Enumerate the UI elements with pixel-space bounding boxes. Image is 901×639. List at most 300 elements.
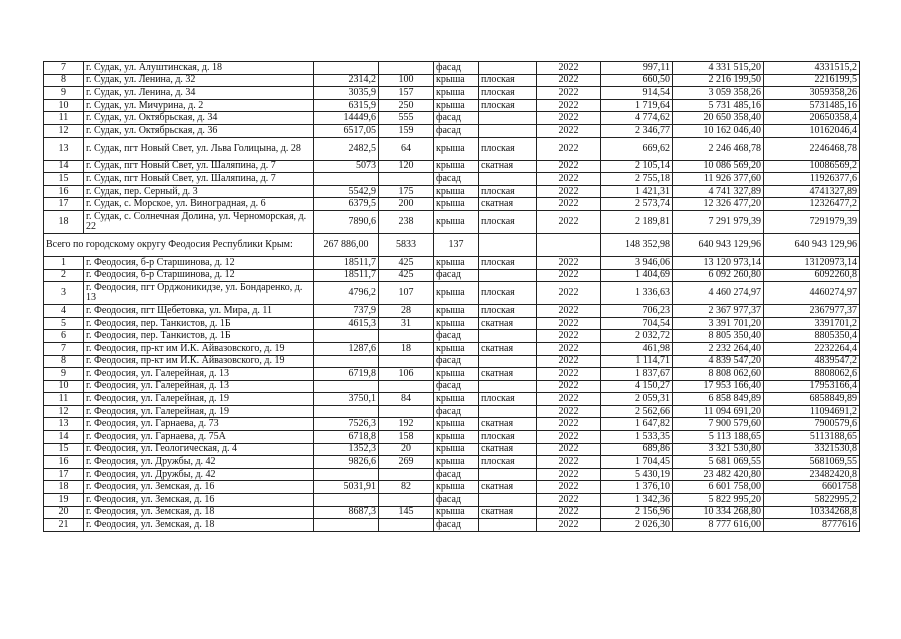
cost-plain-cell: 3321530,8 (764, 443, 860, 456)
total-area-cell: 6379,5 (314, 198, 379, 211)
address-cell: г. Судак, ул. Ленина, д. 34 (84, 87, 314, 100)
year-cell: 2022 (537, 468, 601, 481)
year-cell: 2022 (537, 506, 601, 519)
cost-cell: 2 232 264,40 (673, 342, 764, 355)
work-type-cell: фасад (434, 468, 479, 481)
cost-cell: 10 162 046,40 (673, 124, 764, 137)
cost-plain-cell: 4331515,2 (764, 62, 860, 75)
unit-cost-cell: 1 342,36 (601, 494, 673, 507)
address-cell: г. Феодосия, ул. Дружбы, д. 42 (84, 456, 314, 469)
row-number-cell: 6 (44, 330, 84, 343)
cost-cell: 8 777 616,00 (673, 519, 764, 532)
total-area-cell: 1287,6 (314, 342, 379, 355)
address-cell: г. Судак, ул. Алуштинская, д. 18 (84, 62, 314, 75)
table-row (44, 456, 860, 469)
year-cell: 2022 (537, 112, 601, 125)
cost-plain-cell: 10086569,2 (764, 160, 860, 173)
address-cell: г. Судак, ул. Октябрьская, д. 36 (84, 124, 314, 137)
work-type-cell: крыша (434, 185, 479, 198)
residents-count-cell: 269 (379, 456, 434, 469)
total-area-cell (314, 494, 379, 507)
work-type-cell: крыша (434, 418, 479, 431)
work-type-cell: фасад (434, 173, 479, 186)
document-page (43, 61, 860, 532)
cost-plain-cell: 12326477,2 (764, 198, 860, 211)
cost-plain-cell: 2246468,78 (764, 137, 860, 160)
total-area-cell: 8687,3 (314, 506, 379, 519)
unit-cost-cell: 1 336,63 (601, 282, 673, 305)
row-number-cell: 11 (44, 393, 84, 406)
work-type-cell: фасад (434, 380, 479, 393)
address-cell: г. Феодосия, ул. Гарнаева, д. 73 (84, 418, 314, 431)
residents-count-cell (379, 405, 434, 418)
table-row (44, 380, 860, 393)
year-cell: 2022 (537, 368, 601, 381)
row-number-cell: 18 (44, 210, 84, 233)
roof-type-cell (479, 62, 537, 75)
roof-type-cell: плоская (479, 456, 537, 469)
total-area-cell (314, 330, 379, 343)
row-number-cell: 17 (44, 198, 84, 211)
row-number-cell: 14 (44, 160, 84, 173)
row-number-cell: 16 (44, 456, 84, 469)
unit-cost-cell: 1 837,67 (601, 368, 673, 381)
year-cell: 2022 (537, 137, 601, 160)
residents-count-cell: 555 (379, 112, 434, 125)
address-cell: г. Феодосия, пер. Танкистов, д. 1Б (84, 317, 314, 330)
cost-plain-cell: 8777616 (764, 519, 860, 532)
table-row (44, 355, 860, 368)
year-cell: 2022 (537, 74, 601, 87)
roof-type-cell: скатная (479, 418, 537, 431)
cost-cell: 4 331 515,20 (673, 62, 764, 75)
residents-count-cell: 145 (379, 506, 434, 519)
table-row (44, 368, 860, 381)
work-type-cell: крыша (434, 393, 479, 406)
work-type-cell: крыша (434, 431, 479, 444)
cost-plain-cell: 7291979,39 (764, 210, 860, 233)
address-cell: г. Феодосия, пр-кт им И.К. Айвазовского, д. 19 (84, 355, 314, 368)
cost-cell: 2 216 199,50 (673, 74, 764, 87)
total-area-cell: 18511,7 (314, 269, 379, 282)
work-type-cell: крыша (434, 342, 479, 355)
roof-type-cell: плоская (479, 393, 537, 406)
roof-type-cell: плоская (479, 74, 537, 87)
row-number-cell: 4 (44, 305, 84, 318)
cost-plain-cell: 6601758 (764, 481, 860, 494)
total-row (44, 233, 860, 256)
cost-plain-cell: 5731485,16 (764, 99, 860, 112)
roof-type-cell (479, 173, 537, 186)
cost-plain-cell: 8808062,6 (764, 368, 860, 381)
roof-type-cell: скатная (479, 342, 537, 355)
year-cell: 2022 (537, 342, 601, 355)
address-cell: г. Судак, ул. Мичурина, д. 2 (84, 99, 314, 112)
cost-cell: 3 321 530,80 (673, 443, 764, 456)
roof-type-cell (479, 330, 537, 343)
row-number-cell: 9 (44, 87, 84, 100)
total-area-cell (314, 380, 379, 393)
residents-count-cell: 175 (379, 185, 434, 198)
cost-cell: 5 113 188,65 (673, 431, 764, 444)
year-cell: 2022 (537, 62, 601, 75)
work-type-cell: фасад (434, 405, 479, 418)
table-row (44, 173, 860, 186)
address-cell: г. Судак, с. Солнечная Долина, ул. Черноморская, д. 22 (84, 210, 314, 233)
cost-plain-cell: 8805350,4 (764, 330, 860, 343)
table-row (44, 305, 860, 318)
total-area-cell: 18511,7 (314, 256, 379, 269)
work-type-cell: крыша (434, 305, 479, 318)
roof-type-cell: плоская (479, 256, 537, 269)
cost-cell: 23 482 420,80 (673, 468, 764, 481)
unit-cost-cell: 1 647,82 (601, 418, 673, 431)
address-cell: г. Судак, ул. Октябрьская, д. 34 (84, 112, 314, 125)
cost-cell: 6 601 758,00 (673, 481, 764, 494)
address-cell: г. Феодосия, ул. Галерейная, д. 19 (84, 405, 314, 418)
residents-count-cell: 250 (379, 99, 434, 112)
table-row (44, 418, 860, 431)
address-cell: г. Феодосия, ул. Гарнаева, д. 75А (84, 431, 314, 444)
unit-cost-cell: 706,23 (601, 305, 673, 318)
roof-type-cell: скатная (479, 481, 537, 494)
roof-type-cell (479, 468, 537, 481)
table-row (44, 443, 860, 456)
address-cell: г. Феодосия, ул. Галерейная, д. 13 (84, 368, 314, 381)
total-area-cell: 5031,91 (314, 481, 379, 494)
row-number-cell: 9 (44, 368, 84, 381)
total-area-cell: 2314,2 (314, 74, 379, 87)
work-type-cell: крыша (434, 74, 479, 87)
year-cell: 2022 (537, 160, 601, 173)
row-number-cell: 20 (44, 506, 84, 519)
total-area-cell: 2482,5 (314, 137, 379, 160)
cost-cell: 7 291 979,39 (673, 210, 764, 233)
row-number-cell: 12 (44, 405, 84, 418)
total-area-cell: 7526,3 (314, 418, 379, 431)
roof-type-cell: скатная (479, 443, 537, 456)
year-cell: 2022 (537, 380, 601, 393)
total-area-cell: 737,9 (314, 305, 379, 318)
cost-cell: 12 326 477,20 (673, 198, 764, 211)
roof-type-cell: плоская (479, 305, 537, 318)
cost-plain-cell: 7900579,6 (764, 418, 860, 431)
residents-count-cell: 200 (379, 198, 434, 211)
table-row (44, 74, 860, 87)
roof-type-cell: плоская (479, 137, 537, 160)
unit-cost-cell: 689,86 (601, 443, 673, 456)
total-cost: 640 943 129,96 (673, 233, 764, 256)
cost-cell: 4 839 547,20 (673, 355, 764, 368)
table-row (44, 405, 860, 418)
unit-cost-cell: 2 026,30 (601, 519, 673, 532)
repair-register-table (43, 61, 860, 532)
cost-plain-cell: 3059358,26 (764, 87, 860, 100)
year-cell: 2022 (537, 124, 601, 137)
unit-cost-cell: 2 059,31 (601, 393, 673, 406)
work-type-cell: крыша (434, 99, 479, 112)
roof-type-cell (479, 124, 537, 137)
table-row (44, 269, 860, 282)
total-area-cell (314, 519, 379, 532)
year-cell: 2022 (537, 305, 601, 318)
residents-count-cell: 425 (379, 269, 434, 282)
total-area-cell: 7890,6 (314, 210, 379, 233)
table-body-sudak (44, 62, 860, 234)
work-type-cell: фасад (434, 355, 479, 368)
residents-count-cell (379, 494, 434, 507)
roof-type-cell: скатная (479, 198, 537, 211)
row-number-cell: 16 (44, 185, 84, 198)
cost-plain-cell: 5822995,2 (764, 494, 860, 507)
total-area-cell (314, 468, 379, 481)
row-number-cell: 10 (44, 380, 84, 393)
roof-type-cell: скатная (479, 368, 537, 381)
total-label: Всего по городскому округу Феодосия Республики Крым: (44, 233, 314, 256)
address-cell: г. Судак, пгт Новый Свет, ул. Шаляпина, д. 7 (84, 173, 314, 186)
table-row (44, 431, 860, 444)
total-area-cell: 14449,6 (314, 112, 379, 125)
unit-cost-cell: 2 562,66 (601, 405, 673, 418)
year-cell: 2022 (537, 330, 601, 343)
total-area-cell: 6718,8 (314, 431, 379, 444)
unit-cost-cell: 2 573,74 (601, 198, 673, 211)
row-number-cell: 3 (44, 282, 84, 305)
cost-plain-cell: 5681069,55 (764, 456, 860, 469)
cost-cell: 5 731 485,16 (673, 99, 764, 112)
address-cell: г. Феодосия, б-р Старшинова, д. 12 (84, 269, 314, 282)
address-cell: г. Феодосия, пгт Орджоникидзе, ул. Бондаренко, д. 13 (84, 282, 314, 305)
total-area-cell: 5073 (314, 160, 379, 173)
row-number-cell: 12 (44, 124, 84, 137)
total-area-cell: 1352,3 (314, 443, 379, 456)
address-cell: г. Феодосия, пер. Танкистов, д. 1Б (84, 330, 314, 343)
address-cell: г. Судак, пгт Новый Свет, ул. Льва Голицына, д. 28 (84, 137, 314, 160)
cost-plain-cell: 20650358,4 (764, 112, 860, 125)
row-number-cell: 1 (44, 256, 84, 269)
roof-type-cell: плоская (479, 210, 537, 233)
residents-count-cell (379, 355, 434, 368)
residents-count-cell: 64 (379, 137, 434, 160)
total-area: 267 886,00 (314, 233, 379, 256)
work-type-cell: крыша (434, 456, 479, 469)
address-cell: г. Феодосия, ул. Геологическая, д. 4 (84, 443, 314, 456)
residents-count-cell (379, 468, 434, 481)
table-row (44, 506, 860, 519)
cost-cell: 4 741 327,89 (673, 185, 764, 198)
row-number-cell: 19 (44, 494, 84, 507)
address-cell: г. Судак, пгт Новый Свет, ул. Шаляпина, д. 7 (84, 160, 314, 173)
work-type-cell: фасад (434, 519, 479, 532)
cost-plain-cell: 13120973,14 (764, 256, 860, 269)
table-row (44, 519, 860, 532)
residents-count-cell: 18 (379, 342, 434, 355)
unit-cost-cell: 704,54 (601, 317, 673, 330)
table-body-feodosia (44, 256, 860, 531)
year-cell: 2022 (537, 198, 601, 211)
work-type-cell: фасад (434, 112, 479, 125)
unit-cost-cell: 4 774,62 (601, 112, 673, 125)
total-empty-cell (479, 233, 537, 256)
table-row (44, 256, 860, 269)
roof-type-cell: плоская (479, 282, 537, 305)
residents-count-cell: 100 (379, 74, 434, 87)
cost-plain-cell: 6092260,8 (764, 269, 860, 282)
cost-cell: 2 367 977,37 (673, 305, 764, 318)
address-cell: г. Феодосия, ул. Земская, д. 18 (84, 506, 314, 519)
unit-cost-cell: 5 430,19 (601, 468, 673, 481)
cost-plain-cell: 11094691,2 (764, 405, 860, 418)
total-unit-cost: 148 352,98 (601, 233, 673, 256)
cost-cell: 10 334 268,80 (673, 506, 764, 519)
year-cell: 2022 (537, 481, 601, 494)
table-row (44, 393, 860, 406)
cost-cell: 7 900 579,60 (673, 418, 764, 431)
residents-count-cell: 192 (379, 418, 434, 431)
cost-plain-cell: 10162046,4 (764, 124, 860, 137)
table-row (44, 330, 860, 343)
total-area-cell: 3035,9 (314, 87, 379, 100)
roof-type-cell (479, 519, 537, 532)
residents-count-cell: 157 (379, 87, 434, 100)
cost-plain-cell: 4741327,89 (764, 185, 860, 198)
residents-count-cell (379, 62, 434, 75)
unit-cost-cell: 3 946,06 (601, 256, 673, 269)
total-area-cell: 3750,1 (314, 393, 379, 406)
total-count: 137 (434, 233, 479, 256)
unit-cost-cell: 1 719,64 (601, 99, 673, 112)
row-number-cell: 15 (44, 443, 84, 456)
cost-cell: 11 094 691,20 (673, 405, 764, 418)
work-type-cell: крыша (434, 137, 479, 160)
residents-count-cell (379, 173, 434, 186)
cost-cell: 11 926 377,60 (673, 173, 764, 186)
total-area-cell (314, 355, 379, 368)
address-cell: г. Феодосия, ул. Земская, д. 16 (84, 481, 314, 494)
work-type-cell: крыша (434, 160, 479, 173)
row-number-cell: 13 (44, 418, 84, 431)
table-row (44, 185, 860, 198)
table-row (44, 210, 860, 233)
address-cell: г. Феодосия, пр-кт им И.К. Айвазовского, д. 19 (84, 342, 314, 355)
address-cell: г. Феодосия, ул. Галерейная, д. 19 (84, 393, 314, 406)
address-cell: г. Феодосия, б-р Старшинова, д. 12 (84, 256, 314, 269)
cost-plain-cell: 5113188,65 (764, 431, 860, 444)
roof-type-cell: плоская (479, 87, 537, 100)
table-row (44, 99, 860, 112)
total-area-cell (314, 62, 379, 75)
year-cell: 2022 (537, 317, 601, 330)
total-area-cell: 9826,6 (314, 456, 379, 469)
total-area-cell: 6517,05 (314, 124, 379, 137)
total-area-cell: 6315,9 (314, 99, 379, 112)
roof-type-cell: скатная (479, 317, 537, 330)
row-number-cell: 7 (44, 342, 84, 355)
year-cell: 2022 (537, 269, 601, 282)
roof-type-cell (479, 355, 537, 368)
cost-plain-cell: 4460274,97 (764, 282, 860, 305)
cost-cell: 5 681 069,55 (673, 456, 764, 469)
row-number-cell: 15 (44, 173, 84, 186)
year-cell: 2022 (537, 210, 601, 233)
residents-count-cell: 28 (379, 305, 434, 318)
unit-cost-cell: 2 189,81 (601, 210, 673, 233)
total-area-cell (314, 173, 379, 186)
cost-plain-cell: 2367977,37 (764, 305, 860, 318)
unit-cost-cell: 1 421,31 (601, 185, 673, 198)
cost-cell: 20 650 358,40 (673, 112, 764, 125)
work-type-cell: фасад (434, 62, 479, 75)
year-cell: 2022 (537, 393, 601, 406)
table-row (44, 342, 860, 355)
work-type-cell: фасад (434, 494, 479, 507)
cost-plain-cell: 2232264,4 (764, 342, 860, 355)
cost-plain-cell: 4839547,2 (764, 355, 860, 368)
unit-cost-cell: 1 404,69 (601, 269, 673, 282)
cost-cell: 6 092 260,80 (673, 269, 764, 282)
cost-plain-cell: 2216199,5 (764, 74, 860, 87)
unit-cost-cell: 997,11 (601, 62, 673, 75)
row-number-cell: 17 (44, 468, 84, 481)
address-cell: г. Феодосия, пгт Щебетовка, ул. Мира, д. 11 (84, 305, 314, 318)
unit-cost-cell: 2 755,18 (601, 173, 673, 186)
work-type-cell: крыша (434, 368, 479, 381)
residents-count-cell: 82 (379, 481, 434, 494)
roof-type-cell (479, 405, 537, 418)
residents-count-cell: 120 (379, 160, 434, 173)
row-number-cell: 14 (44, 431, 84, 444)
residents-count-cell: 84 (379, 393, 434, 406)
residents-count-cell: 159 (379, 124, 434, 137)
address-cell: г. Феодосия, ул. Дружбы, д. 42 (84, 468, 314, 481)
roof-type-cell: плоская (479, 185, 537, 198)
row-number-cell: 8 (44, 74, 84, 87)
total-cost-plain: 640 943 129,96 (764, 233, 860, 256)
cost-cell: 8 805 350,40 (673, 330, 764, 343)
work-type-cell: крыша (434, 256, 479, 269)
roof-type-cell (479, 269, 537, 282)
cost-cell: 10 086 569,20 (673, 160, 764, 173)
table-row (44, 112, 860, 125)
cost-cell: 13 120 973,14 (673, 256, 764, 269)
table-row (44, 494, 860, 507)
year-cell: 2022 (537, 87, 601, 100)
work-type-cell: фасад (434, 330, 479, 343)
unit-cost-cell: 461,98 (601, 342, 673, 355)
table-total-section (44, 233, 860, 256)
row-number-cell: 11 (44, 112, 84, 125)
work-type-cell: крыша (434, 87, 479, 100)
roof-type-cell (479, 112, 537, 125)
work-type-cell: крыша (434, 198, 479, 211)
residents-count-cell: 158 (379, 431, 434, 444)
total-area-cell: 6719,8 (314, 368, 379, 381)
unit-cost-cell: 1 376,10 (601, 481, 673, 494)
table-row (44, 282, 860, 305)
cost-plain-cell: 11926377,6 (764, 173, 860, 186)
address-cell: г. Феодосия, ул. Галерейная, д. 13 (84, 380, 314, 393)
work-type-cell: крыша (434, 443, 479, 456)
unit-cost-cell: 1 704,45 (601, 456, 673, 469)
table-row (44, 87, 860, 100)
year-cell: 2022 (537, 173, 601, 186)
year-cell: 2022 (537, 456, 601, 469)
address-cell: г. Судак, ул. Ленина, д. 32 (84, 74, 314, 87)
row-number-cell: 5 (44, 317, 84, 330)
unit-cost-cell: 2 156,96 (601, 506, 673, 519)
year-cell: 2022 (537, 256, 601, 269)
table-row (44, 481, 860, 494)
